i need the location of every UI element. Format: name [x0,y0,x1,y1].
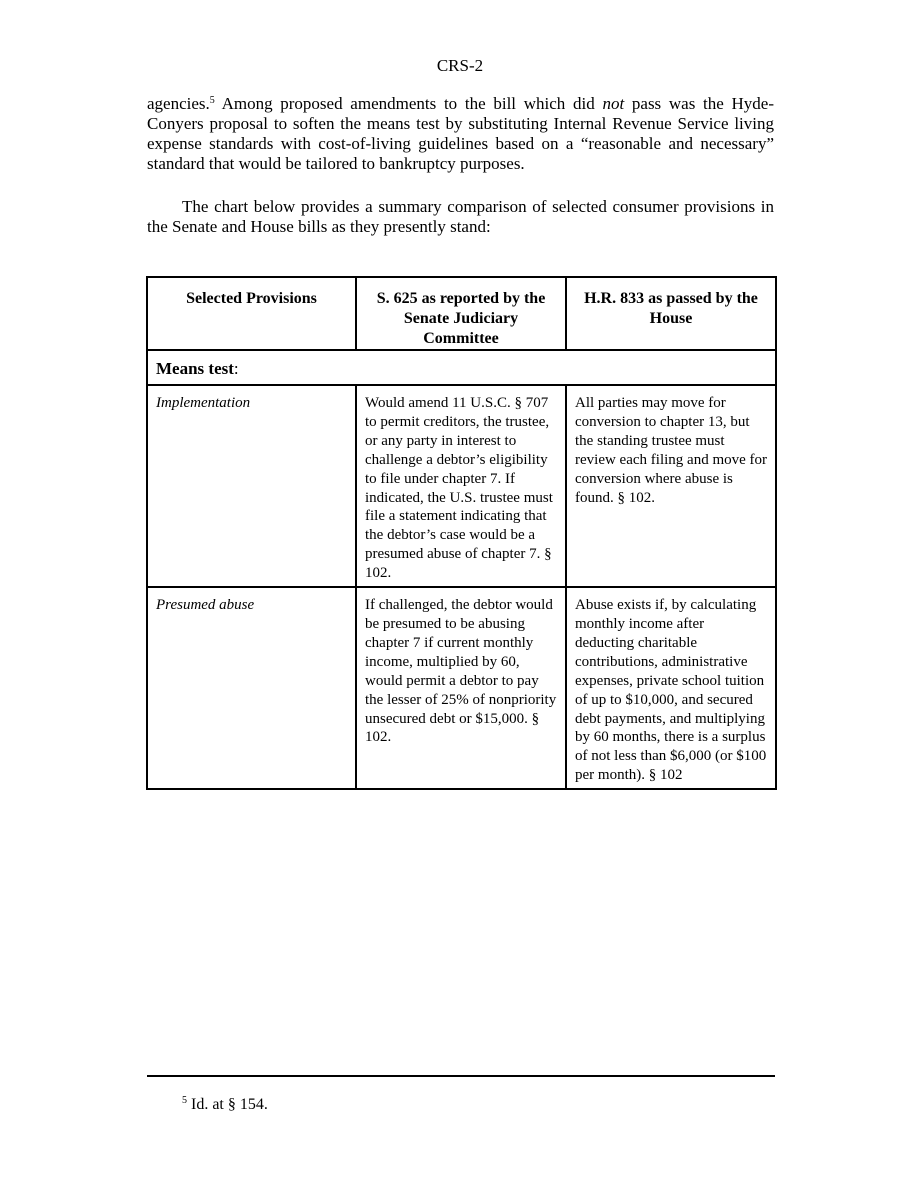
provision-cell: Implementation [147,385,356,587]
house-cell: All parties may move for conversion to chapter 13, but the standing trustee must review each filing and move for conversion where abuse is found. § 102. [566,385,776,587]
page-header: CRS-2 [436,56,484,75]
section-suffix: : [233,359,239,378]
section-row [147,350,776,385]
footnote-reference: 5 [209,95,215,106]
comparison-table [146,276,777,790]
senate-cell: If challenged, the debtor would be presumed to be abusing chapter 7 if current monthly income, multiplied by 60, would permit a debtor to pay the lesser of 25% of nonpriority unsecured debt or $15,000. § 102. [356,587,566,789]
table-row [147,587,776,789]
column-header-provisions: Selected Provisions [147,277,356,350]
para1-lead: agencies. [147,94,210,113]
table-row [147,385,776,587]
footnote-text: Id. at § 154. [187,1096,268,1113]
para1-text-after: pass was the Hyde-Conyers proposal to soften the means test by substituting Internal Revenue Service living expense standards with cost-of-living guidelines based on a “reasonable and necessary” standard that would be tailored to bankruptcy purposes. [147,94,775,173]
column-header-house: H.R. 833 as passed by the House [566,277,776,350]
footnote-number: 5 [182,1095,187,1106]
footnote [182,1095,268,1115]
senate-cell: Would amend 11 U.S.C. § 707 to permit creditors, the trustee, or any party in interest to challenge a debtor’s eligibility to file under chapter 7. If indicated, the U.S. trustee must file a statement indicating that the debtor’s case would be a presumed abuse of chapter 7. § 102. [356,385,566,587]
body-paragraph-2: The chart below provides a summary comparison of selected consumer provisions in the Senate and House bills as they presently stand: [147,197,774,236]
footnote-divider [147,1075,775,1077]
section-title: Means test [156,359,234,378]
para1-text-before: Among proposed amendments to the bill which did [221,94,603,113]
body-paragraph-1 [147,94,774,174]
table-header-row [147,277,776,350]
column-header-senate: S. 625 as reported by the Senate Judiciary Committee [356,277,566,350]
section-label [147,350,776,385]
house-cell: Abuse exists if, by calculating monthly income after deducting charitable contributions, administrative expenses, private school tuition of up to $10,000, and secured debt payments, and multiplying by 60 months, there is a surplus of not less than $6,000 (or $100 per month). § 102 [566,587,776,789]
provision-cell: Presumed abuse [147,587,356,789]
para1-emphasis: not [602,94,625,113]
